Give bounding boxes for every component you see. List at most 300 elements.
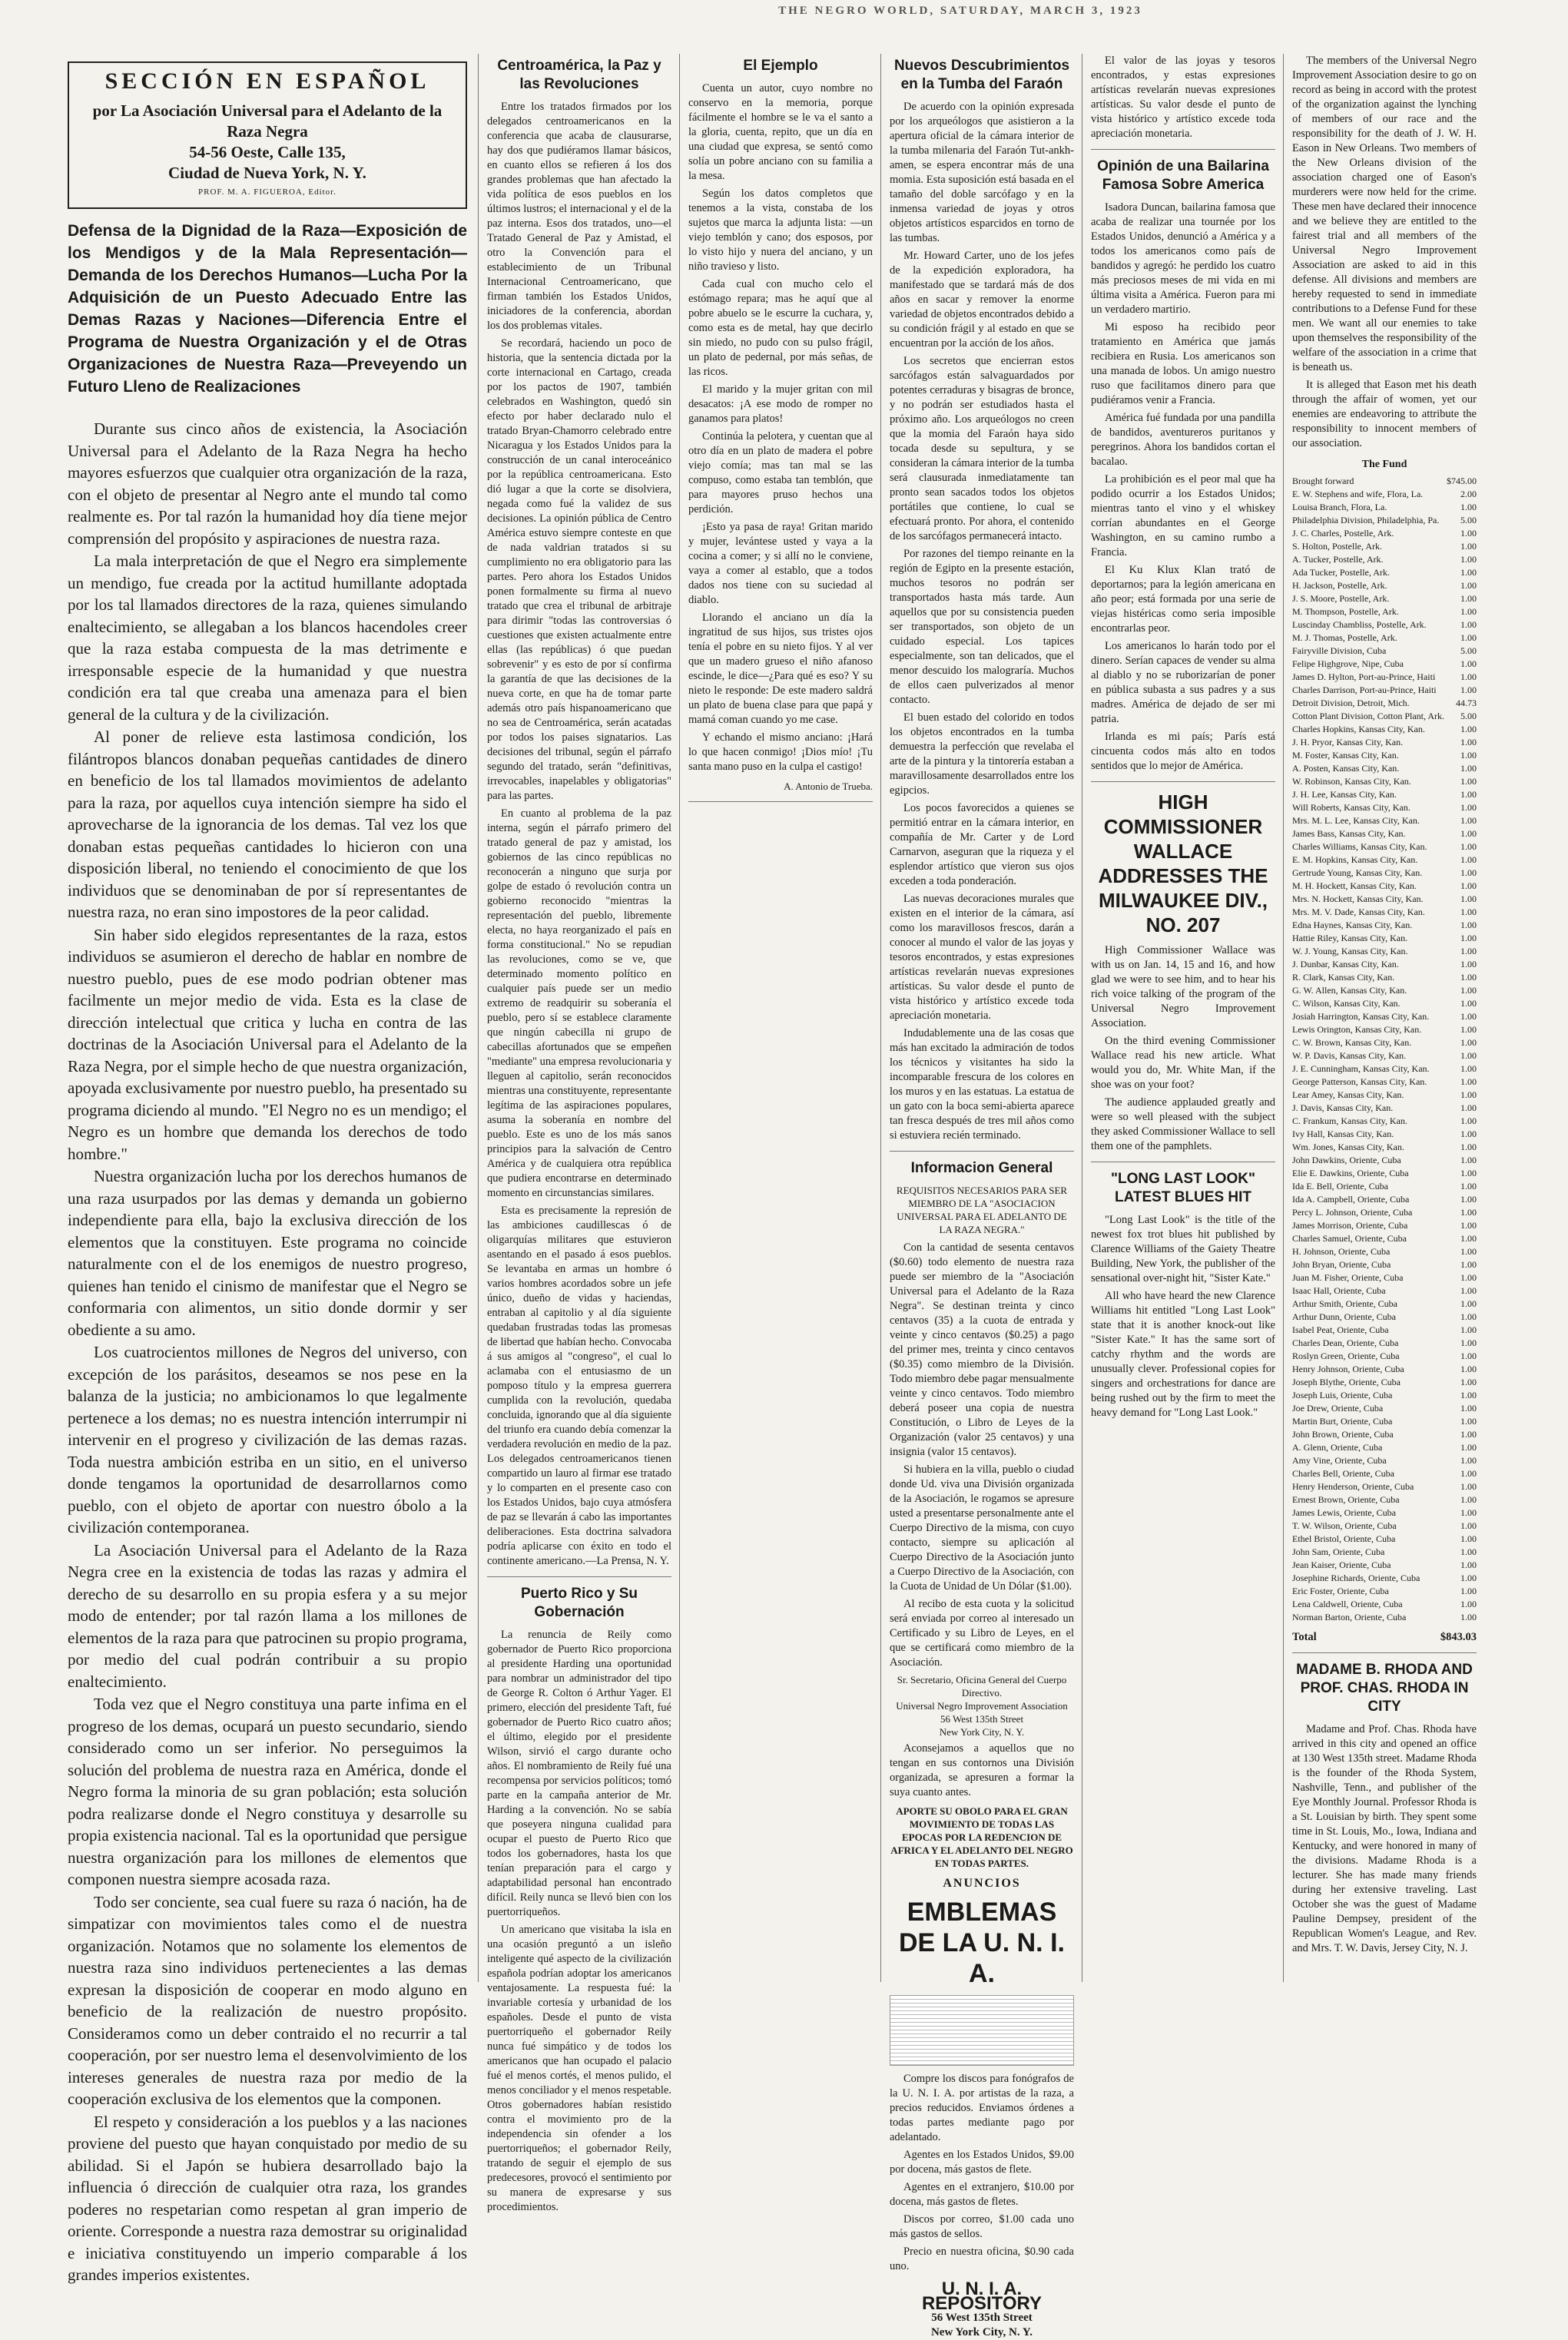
fund-entry bbox=[1292, 1258, 1477, 1271]
fund-entry-amount: 1.00 bbox=[1460, 737, 1477, 747]
fund-entry bbox=[1292, 1611, 1477, 1624]
ejemplo-headline: El Ejemplo bbox=[743, 58, 818, 74]
wallace-paragraph: On the third evening Commissioner Wallace read his new article. What would you do, Mr. White Man, if the shoe was on your foot? bbox=[1091, 1035, 1275, 1091]
fund-entry bbox=[1292, 867, 1477, 880]
fund-entry-name: Lear Amey, Kansas City, Kan. bbox=[1292, 1089, 1404, 1100]
fund-entry bbox=[1292, 1585, 1477, 1598]
tumba-headline: Nuevos Descubrimientos en la Tumba del Faraón bbox=[893, 58, 1070, 92]
fund-entry-name: W. J. Young, Kansas City, Kan. bbox=[1292, 946, 1408, 956]
fund-entry-name: S. Holton, Postelle, Ark. bbox=[1292, 541, 1383, 552]
fund-entry bbox=[1292, 1428, 1477, 1441]
fund-entry-amount: 1.00 bbox=[1460, 1324, 1477, 1335]
centroamerica-headline: Centroamérica, la Paz y las Revoluciones bbox=[497, 58, 661, 92]
fund-entry-name: Ethel Bristol, Oriente, Cuba bbox=[1292, 1533, 1396, 1544]
fund-entry-amount: 5.00 bbox=[1460, 515, 1477, 525]
info-paragraph: Al recibo de esta cuota y la solicitud será enviada por correo al interesado un Certificado y su Libro de Leyes, en el que se certificará como miembro de la Asociación. bbox=[890, 1598, 1074, 1669]
fund-entry-name: R. Clark, Kansas City, Kan. bbox=[1292, 972, 1395, 983]
fund-entry-amount: 1.00 bbox=[1460, 1351, 1477, 1361]
blues-paragraph: All who have heard the new Clarence Williams hit entitled "Long Last Look" state that it is another knock-out like "Sister Kate." It has the same sort of catchy rhythm and the words are unusually clever. Professional copies for singers and orchestrations for dance are being rushed out by the firm to meet the heavy demand for "Long Last Look." bbox=[1091, 1290, 1275, 1419]
opinion-paragraph: Los americanos lo harán todo por el dinero. Serían capaces de vender su alma al diablo y no se ruborizarían de poner en pública subasta a sus padres y a sus madres. América de dejado de ser mi patria. bbox=[1091, 640, 1275, 725]
fund-entry bbox=[1292, 827, 1477, 840]
fund-entry-amount: 1.00 bbox=[1460, 606, 1477, 617]
fund-entry-name: Amy Vine, Oriente, Cuba bbox=[1292, 1455, 1387, 1466]
opinion-paragraph: Irlanda es mi país; París está cincuenta codos más alto en todos sentidos que lo mejor de América. bbox=[1091, 731, 1275, 772]
fund-entry-amount: 1.00 bbox=[1460, 1403, 1477, 1414]
fund-entry bbox=[1292, 658, 1477, 671]
centroamerica-paragraph: Esta es precisamente la represión de las ambiciones caudillescas ó de oligarquías militares que estuvieron asentando en el pasado á esos pueblos. Se levantaba en armas un hombre ó varios hombres acordados sobre un jefe único, dueño de vidas y haciendas, entraban al capitolio y al día siguiente quedaban frustradas todas las promesas de libertad que habían hecho. Convocaba á sus amigos al "congreso", el cual lo aclamaba con el entusiasmo de un pomposo título y la empresa guerrera cumplida con la revolución, quedaba concluida, ignorando que al día siguiente del triunfo era cuando debía comenzar la verdadera revolución en medio de la paz. Los delegados centroamericanos tienen compartido un lauro al firmar ese tratado y lo comparten en el presente caso con los Estados Unidos, bajo cuya atmósfera de paz se llevarán á cabo las importantes deliberaciones. Esta doctrina salvadora podría aplicarse con éxito en todo el continente americano.—La Prensa, N. Y. bbox=[487, 1205, 671, 1567]
fund-entry-amount: 1.00 bbox=[1460, 658, 1477, 669]
main-article-paragraph: Nuestra organización lucha por los derechos humanos de una raza usurpados por las demas y demanda un gobierno independiente para ella, bajo la exclusiva dirección de los elementos que la constituyen. Este programa no coincide naturalmente con el de los enemigos de nuestro progreso, quienes han tenido el cinismo de manifestar que el Negro se conformaria con alimentos, un sitio donde dormir y ser obediente a su amo. bbox=[68, 1167, 467, 1339]
main-article-paragraph: Al poner de relieve esta lastimosa condición, los filántropos blancos donaban pequeñas cantidades de dinero en beneficio de los tal llamados movimientos de adelanto para la raza, por aquellos cuya intención siempre ha sido el aprovecharse de la ignorancia de los demas. Tal vez los que donaban estas pequeñas cantidades lo hicieron con una disposición liberal, no teniendo el conocimiento de que los individuos que se denominaban de por sí representantes de nuestra raza, no eran sino impostores de la peor calidad. bbox=[68, 728, 467, 921]
fund-entry-amount: 1.00 bbox=[1460, 1559, 1477, 1570]
fund-entry-name: John Sam, Oriente, Cuba bbox=[1292, 1546, 1385, 1557]
fund-entry-name: G. W. Allen, Kansas City, Kan. bbox=[1292, 985, 1407, 996]
fund-entry-amount: 1.00 bbox=[1460, 841, 1477, 852]
fund-entry bbox=[1292, 1480, 1477, 1493]
column-rule bbox=[1283, 54, 1284, 1982]
fund-entry-amount: 1.00 bbox=[1460, 1507, 1477, 1518]
fund-entry-amount: 1.00 bbox=[1460, 1115, 1477, 1126]
fund-entry-amount: 1.00 bbox=[1460, 1155, 1477, 1165]
fund-entry-amount: 1.00 bbox=[1460, 1076, 1477, 1087]
fund-entry-amount: 1.00 bbox=[1460, 1442, 1477, 1453]
fund-entry-name: John Brown, Oriente, Cuba bbox=[1292, 1429, 1394, 1440]
fund-entry-amount: 5.00 bbox=[1460, 711, 1477, 721]
fund-entry bbox=[1292, 553, 1477, 566]
fund-entry-name: James D. Hylton, Port-au-Prince, Haiti bbox=[1292, 671, 1436, 682]
opinion-paragraph: La prohibición es el peor mal que ha podido ocurrir a los Estados Unidos; mientras tanto el vino y el whiskey corrían abundantes en el George Washington, en su camino rumbo a Francia. bbox=[1091, 473, 1275, 558]
opinion-paragraph: América fué fundada por una pandilla de bandidos, aventureros puritanos y peregrinos. Ahora los bandidos cortan el bacalao. bbox=[1091, 412, 1275, 468]
repository-name: U. N. I. A. REPOSITORY bbox=[921, 2279, 1043, 2314]
anuncios-heading: ANUNCIOS bbox=[943, 1877, 1021, 1890]
column-rule bbox=[880, 54, 881, 1982]
fund-entry bbox=[1292, 1076, 1477, 1089]
aporte-notice: APORTE SU OBOLO PARA EL GRAN MOVIMIENTO DE TODAS LAS EPOCAS POR LA REDENCION DE AFRICA Y EL ADELANTO DEL NEGRO EN TODAS PARTES. bbox=[890, 1805, 1073, 1869]
fund-entry-amount: 1.00 bbox=[1460, 1546, 1477, 1557]
fund-entry-name: Arthur Dunn, Oriente, Cuba bbox=[1292, 1311, 1396, 1322]
fund-entry-amount: 1.00 bbox=[1460, 502, 1477, 512]
fund-entry-amount: 1.00 bbox=[1460, 619, 1477, 630]
fund-entry bbox=[1292, 1089, 1477, 1102]
fund-entry-name: Joseph Blythe, Oriente, Cuba bbox=[1292, 1377, 1401, 1387]
divider bbox=[1292, 1652, 1477, 1653]
fund-entry bbox=[1292, 958, 1477, 971]
fund-entry-name: Gertrude Young, Kansas City, Kan. bbox=[1292, 867, 1423, 878]
fund-entry bbox=[1292, 1402, 1477, 1415]
main-article-body bbox=[68, 418, 467, 2286]
fund-entry-amount: 1.00 bbox=[1460, 684, 1477, 695]
fund-entry bbox=[1292, 645, 1477, 658]
fund-entry-amount: 1.00 bbox=[1460, 580, 1477, 591]
fund-entry bbox=[1292, 488, 1477, 501]
fund-entry-name: E. W. Stephens and wife, Flora, La. bbox=[1292, 489, 1424, 499]
fund-entry bbox=[1292, 997, 1477, 1010]
fund-entry-name: Lena Caldwell, Oriente, Cuba bbox=[1292, 1599, 1403, 1609]
ejemplo-paragraph: Continúa la pelotera, y cuentan que al otro día en un plato de madera el pobre viejo comía; mas tan mal se las compuso, como estaba tan temblón, que para mayores pruso hechos una perdición. bbox=[688, 430, 873, 515]
tumba-paragraph: Las nuevas decoraciones murales que existen en el interior de la cámara, así como los maravillosos frescos, darán a conocer al mundo el valor de las joyas y tesoros encontrados, y estas expresiones artísticas revelarán nuevas expresiones artísticas. Su valor desde el punto de vista histórico y artístico excede toda apreciación monetaria. bbox=[890, 893, 1074, 1022]
fund-entry bbox=[1292, 1245, 1477, 1258]
fund-entry-name: W. Robinson, Kansas City, Kan. bbox=[1292, 776, 1411, 787]
fund-entry-name: Ada Tucker, Postelle, Ark. bbox=[1292, 567, 1390, 578]
puerto-rico-body bbox=[487, 1628, 671, 2215]
fund-entry bbox=[1292, 893, 1477, 906]
fund-entry-amount: 1.00 bbox=[1460, 1181, 1477, 1192]
fund-entry-amount: 1.00 bbox=[1460, 1364, 1477, 1374]
fund-entry-name: Jean Kaiser, Oriente, Cuba bbox=[1292, 1559, 1391, 1570]
fund-entry bbox=[1292, 1232, 1477, 1245]
fund-entry-amount: 1.00 bbox=[1460, 815, 1477, 826]
fund-entry-name: Josiah Harrington, Kansas City, Kan. bbox=[1292, 1011, 1430, 1022]
tumba-paragraph: Indudablemente una de las cosas que más han excitado la admiración de todos los técnicos y visitantes ha sido la incomparable frescura de los colores en los muros y en las estatuas. La estatua de un gato con la boca semi-abierta aparece tan fresca después de tres mil años como si estuviera recién terminado. bbox=[890, 1027, 1074, 1142]
tumba-paragraph: Los pocos favorecidos a quienes se permitió entrar en la cámara interior, en compañía de Mr. Carter y de Lord Carnarvon, aseguran que la riqueza y el esplendor artístico que vieron sus ojos exceden a toda ponderación. bbox=[890, 802, 1074, 887]
tumba-paragraph: Los secretos que encierran estos sarcófagos están salvaguardados por potentes cerraduras y bisagras de bronce, y no podrán ser estudiados hasta el próximo año. Los arqueólogos no creen que la momia del Faraón haya sido tocada desde su sepultura, y se consideran la cámara interior de la tumba será clausurada inmediatamente tan pronto sean sacados todos los objetos portátiles que contiene, lo cual se efectuará pronto. Por ahora, el contenido de los sarcófagos permanecerá intacto. bbox=[890, 355, 1074, 542]
column-3 bbox=[688, 54, 873, 1982]
fund-entry bbox=[1292, 579, 1477, 592]
fund-entry-name: C. Wilson, Kansas City, Kan. bbox=[1292, 998, 1401, 1009]
fund-entry-name: M. Foster, Kansas City, Kan. bbox=[1292, 750, 1399, 761]
fund-entry-name: Ernest Brown, Oriente, Cuba bbox=[1292, 1494, 1400, 1505]
fund-entry-amount: 1.00 bbox=[1460, 567, 1477, 578]
fund-entry-amount: 1.00 bbox=[1460, 1599, 1477, 1609]
centroamerica-paragraph: Entre los tratados firmados por los delegados centroamericanos en la conferencia que acaba de clausurarse, hay dos que pudiéramos llamar básicos, en cuanto ellos se refieren á los dos grandes problemas que han afectado la vida política de esos pueblos en los últimos lustros; el internacional y el de la paz interna. Esos dos tratados, uno—el Tratado General de Paz y Amistad, el otro la Convención para el establecimiento de un Tribunal Internacional Centroamericano, que firman también los Estados Unidos, iniciadores de la conferencia, abordan los dos problemas vitales. bbox=[487, 101, 671, 332]
fund-entry bbox=[1292, 906, 1477, 919]
column-4 bbox=[890, 54, 1074, 2338]
section-subtitle-4: Ciudad de Nueva York, N. Y. bbox=[168, 164, 366, 182]
centroamerica-paragraph: Se recordará, haciendo un poco de historia, que la sentencia dictada por la corte internacional en Cartago, creada por los pactos de 1907, también celebrados en Washington, quedó sin efecto por haber declarado nulo el tratado Bryan-Chamorro celebrado entre Nicaragua y los Estados Unidos para la construcción de un canal interoceánico por la república centroamericana. Esto dió lugar a que la corte se disolviera, negada como fué la validez de sus decisiones. La opinión pública de Centro América estuvo siempre conteste en que de nada valdrian tratados si su cumplimiento no era obligatorio para las partes. Pero ahora los Estados Unidos ponen formalmente su firma al nuevo tratado que crea el tribunal de arbitraje para dirimir "todas las controversias ó cuestiones que existen actualmente entre ellas (las repúblicas) ó que puedan sobrevenir" y es esto de por sí confirma la garantía de que las decisiones de la nueva corte, en que ha de tomar parte además otro país hispanoamericano que no sea de Centroamérica, serán acatadas por todos los paises signatarios. Las decisiones del tribunal, según el párrafo segundo del tratado, serán "definitivas, irrevocables, inapelables y obligatorias" para las partes. bbox=[487, 337, 671, 802]
divider bbox=[487, 1576, 671, 1577]
fund-list bbox=[1292, 475, 1477, 1624]
fund-entry-amount: 1.00 bbox=[1460, 1416, 1477, 1427]
fund-entry-name: Cotton Plant Division, Cotton Plant, Ark. bbox=[1292, 711, 1445, 721]
fund-entry-name: James Bass, Kansas City, Kan. bbox=[1292, 828, 1406, 839]
fund-entry bbox=[1292, 684, 1477, 697]
fund-title: The Fund bbox=[1361, 459, 1407, 470]
column-rule bbox=[478, 54, 479, 1982]
fund-entry bbox=[1292, 475, 1477, 488]
emblemas-body bbox=[890, 2072, 1074, 2274]
section-title: SECCIÓN EN ESPAÑOL bbox=[104, 68, 430, 94]
column-5 bbox=[1091, 54, 1275, 1982]
fund-entry-name: John Dawkins, Oriente, Cuba bbox=[1292, 1155, 1401, 1165]
rhoda-body bbox=[1292, 1722, 1477, 1956]
fund-entry-amount: 1.00 bbox=[1460, 1011, 1477, 1022]
fund-entry-amount: 1.00 bbox=[1460, 1481, 1477, 1492]
main-article-paragraph: Los cuatrocientos millones de Negros del universo, con excepción de los parásitos, deseamos se nos pese en la balanza de la justicia; no ambicionamos lo que legalmente pertenece a los demas; no es nuestra intención interrumpir ni intervenir en el progreso y civilización de las demas razas. Toda nuestra ambición estriba en un sitio, en el universo donde tengamos la oportunidad de desarrollarnos como pueblo, con el objeto de aportar con nuestro óbolo a la civilización contemporanea. bbox=[68, 1343, 467, 1536]
fund-total-label: Total bbox=[1292, 1631, 1317, 1643]
fund-entry-name: Henry Johnson, Oriente, Cuba bbox=[1292, 1364, 1404, 1374]
fund-entry-amount: 1.00 bbox=[1460, 907, 1477, 917]
fund-entry bbox=[1292, 1546, 1477, 1559]
fund-entry-name: Charles Dean, Oriente, Cuba bbox=[1292, 1337, 1399, 1348]
fund-entry bbox=[1292, 1324, 1477, 1337]
fund-entry-amount: 1.00 bbox=[1460, 1024, 1477, 1035]
tumba-continued-paragraph: El valor de las joyas y tesoros encontrados, y estas expresiones artísticas revelarán nuevas expresiones artísticas. Su valor desde el punto de vista histórico y artístico excede toda apreciación monetaria. bbox=[1091, 55, 1275, 140]
fund-entry-name: M. J. Thomas, Postelle, Ark. bbox=[1292, 632, 1397, 643]
rhoda-paragraph: Madame and Prof. Chas. Rhoda have arrived in this city and opened an office at 130 West 135th street. Madame Rhoda is the founder of the Rhoda System, Nashville, Tenn., and publisher of the Eye Monthly Journal. Professor Rhoda is a St. Louisian by birth. They spent some time in St. Louis, Mo., Iowa, Indiana and Kentucky, and were honored in many of the divisions. Madame Rhoda is a lecturer. She has made many friends during her extensive traveling. Last October she was the guest of Madame Pauline Dempsey, president of the Republican Women's League, and Rev. and Mrs. T. W. Davis, Jersey City, N. J. bbox=[1292, 1723, 1477, 1954]
fund-entry-name: Charles Hopkins, Kansas City, Kan. bbox=[1292, 724, 1425, 734]
opinion-paragraph: Isadora Duncan, bailarina famosa que acaba de realizar una tournée por los Estados Unidos, denunció a América y a todos los americanos como país de bandidos y agregó: he perdido los cuatro más preciosos meses de mi vida en mi última visita a América. Fueron para mi un verdadero martirio. bbox=[1091, 201, 1275, 316]
fund-entry-name: A. Glenn, Oriente, Cuba bbox=[1292, 1442, 1383, 1453]
fund-entry-amount: 1.00 bbox=[1460, 1194, 1477, 1205]
fund-entry-name: Percy L. Johnson, Oriente, Cuba bbox=[1292, 1207, 1413, 1218]
ejemplo-paragraph: Cuenta un autor, cuyo nombre no conservo en la memoria, porque fácilmente el hombre se le va el santo a la gloria, cuenta, repito, que un día en una ciudad que expresa, se sentó como solía un pobre anciano con su familia a la mesa. bbox=[688, 82, 873, 182]
fund-entry-name: Martin Burt, Oriente, Cuba bbox=[1292, 1416, 1393, 1427]
fund-entry bbox=[1292, 501, 1477, 514]
fund-entry-name: Fairyville Division, Cuba bbox=[1292, 645, 1387, 656]
fund-entry bbox=[1292, 736, 1477, 749]
fund-entry bbox=[1292, 1415, 1477, 1428]
fund-entry-amount: 1.00 bbox=[1460, 789, 1477, 800]
info-paragraph: Si hubiera en la villa, pueblo o ciudad donde Ud. viva una División organizada de la Asociación, le rogamos se apresure usted a presentarse personalmente ante el Cuerpo Directivo de la misma, con cuyo contacto, siempre su aplicación al Cuerpo Directivo de la Asociación junto a Cuerpo Directivo de la Asociación, con la Cuota de Unidad de Un Dólar ($1.00). bbox=[890, 1463, 1074, 1593]
fund-entry-amount: 1.00 bbox=[1460, 985, 1477, 996]
fund-entry-name: Hattie Riley, Kansas City, Kan. bbox=[1292, 933, 1408, 943]
centroamerica-paragraph: En cuanto al problema de la paz interna, según el párrafo primero del tratado general de paz y amistad, los gobiernos de las cinco repúblicas no reconocerán a ninguno que surja por golpe de estado ó revolución contra un gobierno reconocido "mientras la representación del pueblo, libremente electa, no haya reorganizado el país en forma constitucional." No se repudian las revoluciones, como se ve, que determinado momento político en cualquier país puede ser un medio extremo de readquirir su soberanía el pueblo, pero sí se establece claramente que ningún cabecilla ni grupo de cabecillas afortunados que se empeñen "mediante" una empresa revolucionaria y lleguen al capitolio, serán reconocidos mientras una constituyente, representante legítima de las aspiraciones populares, asuma la soberanía en nombre del pueblo. Este es uno de los más sanos principios para la salvación de Centro América y de cualquiera otra república que pudiera encontrarse en determinado momento en circunstancias similares. bbox=[487, 807, 671, 1199]
fund-entry-name: Joe Drew, Oriente, Cuba bbox=[1292, 1403, 1384, 1414]
ejemplo-paragraph: El marido y la mujer gritan con mil desacatos: ¡A ese modo de romper no ganamos para platos! bbox=[688, 383, 873, 425]
fund-entry-name: Norman Barton, Oriente, Cuba bbox=[1292, 1612, 1407, 1622]
fund-entry bbox=[1292, 1598, 1477, 1611]
emblemas-paragraph: Agentes en los Estados Unidos, $9.00 por docena, más gastos de flete. bbox=[890, 2149, 1074, 2176]
repository-address-1: 56 West 135th Street bbox=[931, 2312, 1033, 2324]
fund-entry-name: J. Davis, Kansas City, Kan. bbox=[1292, 1102, 1394, 1113]
fund-entry-amount: 1.00 bbox=[1460, 1533, 1477, 1544]
column-6 bbox=[1292, 54, 1477, 1982]
blues-paragraph: "Long Last Look" is the title of the newest fox trot blues hit published by Clarence Williams of the Gaiety Theatre Building, New York, the publisher of the sensational over-night hit, "Sister Kate." bbox=[1091, 1214, 1275, 1284]
fund-entry bbox=[1292, 1363, 1477, 1376]
emblemas-paragraph: Agentes en el extranjero, $10.00 por docena, más gastos de fletes. bbox=[890, 2181, 1074, 2208]
fund-entry bbox=[1292, 1350, 1477, 1363]
fund-entry-name: Ida A. Campbell, Oriente, Cuba bbox=[1292, 1194, 1410, 1205]
fund-entry bbox=[1292, 945, 1477, 958]
fund-entry-amount: 1.00 bbox=[1460, 1612, 1477, 1622]
opinion-paragraph: El Ku Klux Klan trató de deportarnos; para la legión americana en año peor; está formada por una serie de viejas histéricas como seria imposible encontrarlas peor. bbox=[1091, 564, 1275, 635]
fund-entry bbox=[1292, 1559, 1477, 1572]
fund-entry bbox=[1292, 631, 1477, 645]
fund-entry bbox=[1292, 1193, 1477, 1206]
fund-entry-amount: 1.00 bbox=[1460, 1102, 1477, 1113]
section-subtitle-2: Raza Negra bbox=[227, 122, 308, 141]
fund-entry-name: John Bryan, Oriente, Cuba bbox=[1292, 1259, 1391, 1270]
fund-entry bbox=[1292, 1141, 1477, 1154]
fund-entry bbox=[1292, 788, 1477, 801]
fund-entry-name: J. C. Charles, Postelle, Ark. bbox=[1292, 528, 1394, 539]
fund-entry-amount: 2.00 bbox=[1460, 489, 1477, 499]
fund-entry-amount: 1.00 bbox=[1460, 1298, 1477, 1309]
fund-entry bbox=[1292, 1102, 1477, 1115]
fund-entry-amount: 1.00 bbox=[1460, 959, 1477, 969]
fund-entry bbox=[1292, 723, 1477, 736]
fund-entry-amount: 1.00 bbox=[1460, 1129, 1477, 1139]
emblemas-title: EMBLEMAS DE LA U. N. I. A. bbox=[899, 1898, 1065, 1988]
fund-entry bbox=[1292, 1206, 1477, 1219]
fund-entry bbox=[1292, 1167, 1477, 1180]
repository-address-2: New York City, N. Y. bbox=[930, 2326, 1033, 2338]
fund-entry-amount: 1.00 bbox=[1460, 1037, 1477, 1048]
puerto-rico-paragraph: Un americano que visitaba la isla en una ocasión preguntó a un isleño inteligente qué aspecto de la civilización española podrían adoptar los americanos ventajosamente. La respuesta fué: la invariable cortesía y urbanidad de los españoles. Desde el punto de vista puertorriqueño el gobernador Reily nunca fué simpático y de todos los americanos que han ocupado el palacio fué el menos cortés, el menos pulido, el menos conciliador y el menos respetable. Otros gobernadores habían resistido contra el movimiento pro de la independencia sin ofender a los puertorriqueños; el gobernador Reily, tratando de seguir el ejemplo de sus predecesores, provocó el sentimiento por su manera de expresarse y sus procedimientos. bbox=[487, 1924, 671, 2213]
fund-entry-name: Brought forward bbox=[1292, 476, 1354, 486]
rhoda-headline: MADAME B. RHODA AND PROF. CHAS. RHODA IN CITY bbox=[1296, 1662, 1473, 1715]
fund-entry bbox=[1292, 1533, 1477, 1546]
wallace-paragraph: High Commissioner Wallace was with us on Jan. 14, 15 and 16, and how glad we were to see him, and to hear his rich voice talking of the program of the Universal Negro Improvement Association. bbox=[1091, 944, 1275, 1029]
fund-entry-name: J. H. Lee, Kansas City, Kan. bbox=[1292, 789, 1397, 800]
fund-entry-amount: 44.73 bbox=[1456, 698, 1477, 708]
fund-entry-amount: 1.00 bbox=[1460, 593, 1477, 604]
ejemplo-paragraph: Llorando el anciano un día la ingratitud de sus hijos, sus tristes ojos tenía el pobre en su nieto fijos. Y al ver que un madero grueso el niño afanoso escinde, le dice—¿Para qué es eso? Y su nieto le responde: De este madero saldrá un plato de buena clase para que papá y mamá coman cuando yo me case. bbox=[688, 612, 873, 726]
fund-entry-amount: 1.00 bbox=[1460, 1142, 1477, 1152]
fund-entry bbox=[1292, 919, 1477, 932]
fund-entry-name: J. S. Moore, Postelle, Ark. bbox=[1292, 593, 1390, 604]
fund-total-value: $843.03 bbox=[1440, 1631, 1477, 1643]
fund-entry-name: Arthur Smith, Oriente, Cuba bbox=[1292, 1298, 1397, 1309]
fund-entry bbox=[1292, 540, 1477, 553]
tumba-paragraph: De acuerdo con la opinión expresada por los arqueólogos que asistieron a la apertura oficial de la cámara interior de la tumba milenaria del Faraón Tut-ankh-amen, se espera encontrar más de una momia. Esta suposición está basada en el tamaño del doble sarcófago y en la inmensa variedad de joyas y otros objetos artísticos esparcidos en torno de las tumbas. bbox=[890, 101, 1074, 244]
fund-entry bbox=[1292, 971, 1477, 984]
tumba-paragraph: Mr. Howard Carter, uno de los jefes de la expedición exploradora, ha manifestado que se tardará más de dos años en sacar y remover la enorme variedad de objetos encontrados debido a su condición frágil y al estado en que se encuentran por la acción de los años. bbox=[890, 250, 1074, 350]
main-article-paragraph: Durante sus cinco años de existencia, la Asociación Universal para el Adelanto de la Raza Negra ha hecho mayores esfuerzos que cualquier otra organización de la raza, con el objeto de presentar al Negro ante el mundo tal como realmente es. Por tal razón la humanidad hoy día tiene mejor comprensión del propósito y aspiraciones de nuestra raza. bbox=[68, 419, 467, 548]
fund-entry-amount: 1.00 bbox=[1460, 854, 1477, 865]
fund-entry bbox=[1292, 527, 1477, 540]
fund-entry-amount: 1.00 bbox=[1460, 920, 1477, 930]
fund-entry-amount: 1.00 bbox=[1460, 776, 1477, 787]
blues-headline: "LONG LAST LOOK" LATEST BLUES HIT bbox=[1111, 1171, 1255, 1205]
fund-entry-amount: 1.00 bbox=[1460, 1272, 1477, 1283]
fund-entry-name: Juan M. Fisher, Oriente, Cuba bbox=[1292, 1272, 1404, 1283]
fund-entry-name: A. Posten, Kansas City, Kan. bbox=[1292, 763, 1400, 774]
fund-entry-amount: 1.00 bbox=[1460, 1377, 1477, 1387]
fund-entry bbox=[1292, 762, 1477, 775]
fund-entry-name: T. W. Wilson, Oriente, Cuba bbox=[1292, 1520, 1397, 1531]
fund-entry bbox=[1292, 1298, 1477, 1311]
fund-entry-amount: $745.00 bbox=[1447, 476, 1477, 486]
fund-entry-name: H. Johnson, Oriente, Cuba bbox=[1292, 1246, 1391, 1257]
info-address bbox=[890, 1673, 1074, 1738]
tumba-paragraph: Por razones del tiempo reinante en la región de Egipto en la presente estación, muchos tesoros no podrán ser transportados hasta más tarde. Aun aquellos que por su consistencia pueden ser transportados, son objeto de un cuidado especial. Los tapices especialmente, son tan delicados, que el menor descuido los malograría. Muchos de ellos caen pulverizados al menor contacto. bbox=[890, 548, 1074, 706]
fund-entry bbox=[1292, 1520, 1477, 1533]
fund-entry-amount: 1.00 bbox=[1460, 893, 1477, 904]
fund-entry bbox=[1292, 1271, 1477, 1284]
defense-fund-appeal-2: It is alleged that Eason met his death through the affair of women, yet our enemies are endeavoring to attribute the responsibility to innocent members of our association. bbox=[1292, 379, 1477, 449]
fund-entry-name: Eric Foster, Oriente, Cuba bbox=[1292, 1586, 1389, 1596]
info-body bbox=[890, 1241, 1074, 1670]
fund-entry-name: J. H. Pryor, Kansas City, Kan. bbox=[1292, 737, 1404, 747]
fund-entry bbox=[1292, 1337, 1477, 1350]
fund-entry bbox=[1292, 853, 1477, 867]
fund-entry-name: Joseph Luis, Oriente, Cuba bbox=[1292, 1390, 1393, 1400]
fund-entry bbox=[1292, 1010, 1477, 1023]
fund-entry-name: George Patterson, Kansas City, Kan. bbox=[1292, 1076, 1427, 1087]
fund-entry-amount: 1.00 bbox=[1460, 1337, 1477, 1348]
fund-entry-amount: 1.00 bbox=[1460, 1246, 1477, 1257]
fund-entry-name: Charles Samuel, Oriente, Cuba bbox=[1292, 1233, 1407, 1244]
fund-entry-amount: 1.00 bbox=[1460, 946, 1477, 956]
fund-entry-name: Lewis Orington, Kansas City, Kan. bbox=[1292, 1024, 1422, 1035]
fund-entry-name: Roslyn Green, Oriente, Cuba bbox=[1292, 1351, 1400, 1361]
tumba-paragraph: El buen estado del colorido en todos los objetos encontrados en la tumba demuestra la perfección que revelaba el arte de la pintura y la tintorería estaban a maravillosamente desarrollados entre los egipcios. bbox=[890, 711, 1074, 797]
fund-entry-amount: 1.00 bbox=[1460, 671, 1477, 682]
fund-entry-name: Detroit Division, Detroit, Mich. bbox=[1292, 698, 1410, 708]
fund-entry bbox=[1292, 618, 1477, 631]
fund-entry-amount: 1.00 bbox=[1460, 1455, 1477, 1466]
fund-entry-name: M. Thompson, Postelle, Ark. bbox=[1292, 606, 1399, 617]
fund-entry-amount: 1.00 bbox=[1460, 724, 1477, 734]
fund-entry-amount: 1.00 bbox=[1460, 763, 1477, 774]
fund-entry-name: Charles Bell, Oriente, Cuba bbox=[1292, 1468, 1394, 1479]
fund-entry-amount: 1.00 bbox=[1460, 867, 1477, 878]
info-general-headline: Informacion General bbox=[910, 1160, 1053, 1176]
puerto-rico-headline: Puerto Rico y Su Gobernación bbox=[520, 1586, 638, 1620]
fund-entry bbox=[1292, 1062, 1477, 1076]
info-more: Aconsejamos a aquellos que no tengan en sus contornos una División organizada, se apresuren a formar la suya cuanto antes. bbox=[890, 1742, 1074, 1798]
fund-entry-amount: 1.00 bbox=[1460, 632, 1477, 643]
fund-entry bbox=[1292, 1219, 1477, 1232]
main-article-column bbox=[68, 54, 467, 2284]
fund-entry-name: James Morrison, Oriente, Cuba bbox=[1292, 1220, 1408, 1231]
ejemplo-signature: A. Antonio de Trueba. bbox=[784, 781, 873, 792]
fund-entry bbox=[1292, 1441, 1477, 1454]
fund-entry-amount: 1.00 bbox=[1460, 1050, 1477, 1061]
fund-entry-amount: 1.00 bbox=[1460, 1390, 1477, 1400]
fund-entry bbox=[1292, 1180, 1477, 1193]
defense-fund-appeal: The members of the Universal Negro Improvement Association desire to go on record as being in accord with the protest of the organization against the lynching of members of our race and the responsibility for the death of J. W. H. Eason in New Orleans. Two members of the New Orleans division of the association charged one of Eason's murderers were now held for the crime. These men have declared their innocence and we believe they are entitled to the fairest trial and all members of the Universal Negro Improvement Association are asked to aid in this defense. All divisions and members are hereby requested to send in immediate contributions to a Defense Fund for these men. We want all our enemies to take upon themselves the responsibility of the welfare of the association in a crime that is beneath us. bbox=[1292, 55, 1477, 373]
puerto-rico-paragraph: La renuncia de Reily como gobernador de Puerto Rico proporciona al presidente Harding una oportunidad para nombrar un administrador del tipo de George R. Colton ó Arthur Yager. El primero, elección del presidente Taft, fué gobernador de Puerto Rico cuatro años; el último, elegido por el presidente Wilson, sirvió el cargo durante ocho años. El nombramiento de Reily fué una recompensa por servicios políticos; tomó parte en la campaña anterior de Mr. Harding a la convención. No se sabía que poseyera ninguna cualidad para ocupar el puesto de Puerto Rico que todos los gobernadores, hasta los que tenían preparación para el cargo y adaptabilidad personal han encontrado difícil. Reily nunca se llevó bien con los puertorriqueños. bbox=[487, 1629, 671, 1918]
section-subtitle-3: 54-56 Oeste, Calle 135, bbox=[189, 143, 346, 161]
fund-entry-amount: 1.00 bbox=[1460, 541, 1477, 552]
divider bbox=[688, 801, 873, 802]
fund-entry bbox=[1292, 801, 1477, 814]
fund-entry bbox=[1292, 932, 1477, 945]
fund-entry bbox=[1292, 1389, 1477, 1402]
fund-entry-name: Ida E. Bell, Oriente, Cuba bbox=[1292, 1181, 1388, 1192]
fund-entry-amount: 1.00 bbox=[1460, 933, 1477, 943]
ejemplo-paragraph: Cada cual con mucho celo el estómago repara; mas he aquí que al pobre abuelo se le escurre la cuchara, y, como esta es de metal, hay que decirlo sin miedo, no pudo con su pulso frágil, un plato de pedernal, por más señas, de las ricos. bbox=[688, 278, 873, 378]
fund-entry-amount: 1.00 bbox=[1460, 998, 1477, 1009]
info-address-line: 56 West 135th Street bbox=[940, 1713, 1024, 1725]
ejemplo-body bbox=[688, 81, 873, 774]
fund-entry-name: J. E. Cunningham, Kansas City, Kan. bbox=[1292, 1063, 1430, 1074]
wallace-body bbox=[1091, 943, 1275, 1154]
fund-entry-amount: 1.00 bbox=[1460, 828, 1477, 839]
fund-entry bbox=[1292, 671, 1477, 684]
fund-entry-name: Isabel Peat, Oriente, Cuba bbox=[1292, 1324, 1389, 1335]
main-article-paragraph: La mala interpretación de que el Negro era simplemente un mendigo, fue creada por la actitud humillante adoptada por los tal llamados directores de la raza, quienes simulando enaltecimiento, se allegaban a los blancos hacendoles creer que la raza estaba compuesta de la mas detrimente e irresponsable especie de la humanidad y que nuestra condición era tal que creaba una amenaza para el bien general de la cultura y de la civilización. bbox=[68, 552, 467, 724]
fund-entry bbox=[1292, 605, 1477, 618]
fund-entry-amount: 1.00 bbox=[1460, 1520, 1477, 1531]
fund-entry bbox=[1292, 1572, 1477, 1585]
fund-entry bbox=[1292, 514, 1477, 527]
fund-entry bbox=[1292, 566, 1477, 579]
main-article-paragraph: La Asociación Universal para el Adelanto de la Raza Negra cree en la existencia de todas las razas y admira el derecho de su desarrollo en su propia esfera y a su mejor modo de entender; por tal razón llama a los millones de elementos de la raza para que patrocinen su propio programa, por medio del cual podrán contribuir a su propio enaltecimiento. bbox=[68, 1540, 467, 1691]
fund-entry-name: Charles Williams, Kansas City, Kan. bbox=[1292, 841, 1427, 852]
section-header-box bbox=[68, 61, 467, 209]
fund-entry bbox=[1292, 592, 1477, 605]
opinion-body bbox=[1091, 201, 1275, 774]
fund-entry-name: C. W. Brown, Kansas City, Kan. bbox=[1292, 1037, 1412, 1048]
fund-entry-amount: 1.00 bbox=[1460, 1168, 1477, 1178]
blues-body bbox=[1091, 1213, 1275, 1420]
fund-entry-amount: 5.00 bbox=[1460, 645, 1477, 656]
fund-entry bbox=[1292, 1376, 1477, 1389]
fund-entry-amount: 1.00 bbox=[1460, 1468, 1477, 1479]
tumba-body bbox=[890, 100, 1074, 1143]
fund-entry-amount: 1.00 bbox=[1460, 528, 1477, 539]
main-article-paragraph: Toda vez que el Negro constituya una parte infima en el progreso de los demas, ocupará un puesto secundario, siendo considerado como un ser inferior. No perseguimos la solución del problema de nuestra raza en América, donde el Negro forma la minoria de su gran población; esta solución podra realizarse donde el Negro constituya y desarrolle su propia existencia nacional. Tal es la oportunidad que persigue nuestra organización para los millones de elementos que componen nuestra siempre acosada raza. bbox=[68, 1695, 467, 1888]
section-subtitle-1: por La Asociación Universal para el Adelanto de la bbox=[92, 101, 443, 120]
main-article-paragraph: Todo ser conciente, sea cual fuere su raza ó nación, ha de simpatizar con movimientos tales como el de nuestra organización. Notamos que no solamente los elementos de nuestra raza sino individuos pertenecientes a las demas expresan la disposición de cooperar en modo alguno en beneficio de la realización de nuestro propósito. Consideramos como un deber contraido el no recurrir a tal cooperación, por ser nuestro lema el desenvolvimiento de los intereses generales de nuestra raza por medio de la cooperación exclusiva de los elementos que la componen. bbox=[68, 1892, 467, 2108]
fund-entry-amount: 1.00 bbox=[1460, 1233, 1477, 1244]
centroamerica-body bbox=[487, 100, 671, 1569]
fund-entry-name: Mrs. N. Hockett, Kansas City, Kan. bbox=[1292, 893, 1424, 904]
fund-entry-name: J. Dunbar, Kansas City, Kan. bbox=[1292, 959, 1399, 969]
